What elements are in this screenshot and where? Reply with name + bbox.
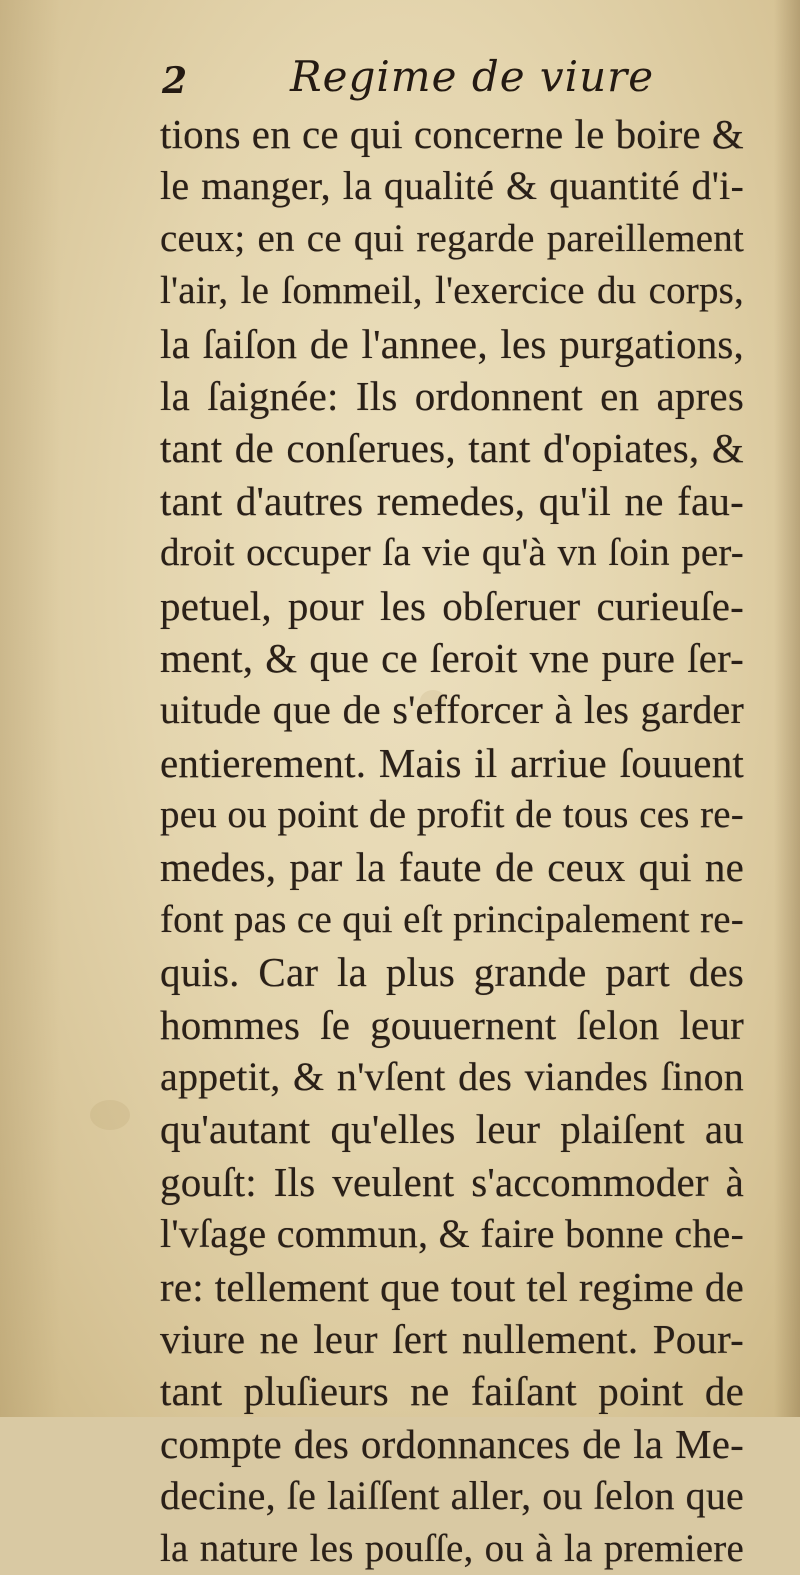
text-line: gouſt: Ils veulent s'accommoder à: [160, 1158, 744, 1205]
text-line: la nature les pouſſe, ou à la premiere: [160, 1526, 744, 1570]
body-text: [160, 108, 744, 1575]
text-line: l'vſage commun, & faire bonne che-: [160, 1211, 744, 1257]
page-header: [162, 52, 762, 112]
text-line: medes, par la faute de ceux qui ne: [160, 844, 744, 891]
text-line: uitude que de s'efforcer à les garder: [160, 687, 744, 733]
text-line: viure ne leur ſert nullement. Pour-: [160, 1315, 744, 1362]
text-line: peu ou point de profit de tous ces re-: [160, 793, 744, 837]
text-line: droit occuper ſa vie qu'à vn ſoin per-: [160, 531, 744, 575]
text-line: quis. Car la plus grande part des: [160, 949, 744, 996]
text-line: tant d'autres remedes, qu'il ne fau-: [160, 477, 744, 524]
page-edge-shadow: [774, 0, 800, 1417]
running-title: Regime de viure: [290, 52, 655, 101]
text-line: tions en ce qui concerne le boire &: [160, 111, 744, 157]
page-number: 2: [162, 60, 188, 102]
text-line: l'air, le ſommeil, l'exercice du corps,: [160, 269, 744, 313]
text-line: hommes ſe gouuernent ſelon leur: [160, 1001, 744, 1048]
text-line: petuel, pour les obſeruer curieuſe-: [160, 582, 744, 629]
text-line: tant de conſerues, tant d'opiates, &: [160, 425, 744, 472]
text-line: la ſaiſon de l'annee, les purgations,: [160, 320, 744, 367]
text-line: ceux; en ce qui regarde pareillement: [160, 216, 744, 260]
text-line: tant pluſieurs ne faiſant point de: [160, 1368, 744, 1415]
text-line: decine, ſe laiſſent aller, ou ſelon que: [160, 1473, 744, 1519]
text-line: le manger, la qualité & quantité d'i-: [160, 163, 744, 209]
text-line: qu'autant qu'elles leur plaiſent au: [160, 1106, 744, 1153]
text-line: ment, & que ce ſeroit vne pure ſer-: [160, 634, 744, 681]
text-line: la ſaignée: Ils ordonnent en apres: [160, 372, 744, 419]
text-line: appetit, & n'vſent des viandes ſinon: [160, 1054, 744, 1100]
text-line: font pas ce qui eſt principalement re-: [160, 897, 744, 941]
text-line: compte des ordonnances de la Me-: [160, 1420, 744, 1467]
text-line: re: tellement que tout tel regime de: [160, 1263, 744, 1310]
page-gutter-shadow: [0, 0, 60, 1417]
text-line: entierement. Mais il arriue ſouuent: [160, 739, 744, 786]
paper-stain: [90, 1100, 130, 1130]
